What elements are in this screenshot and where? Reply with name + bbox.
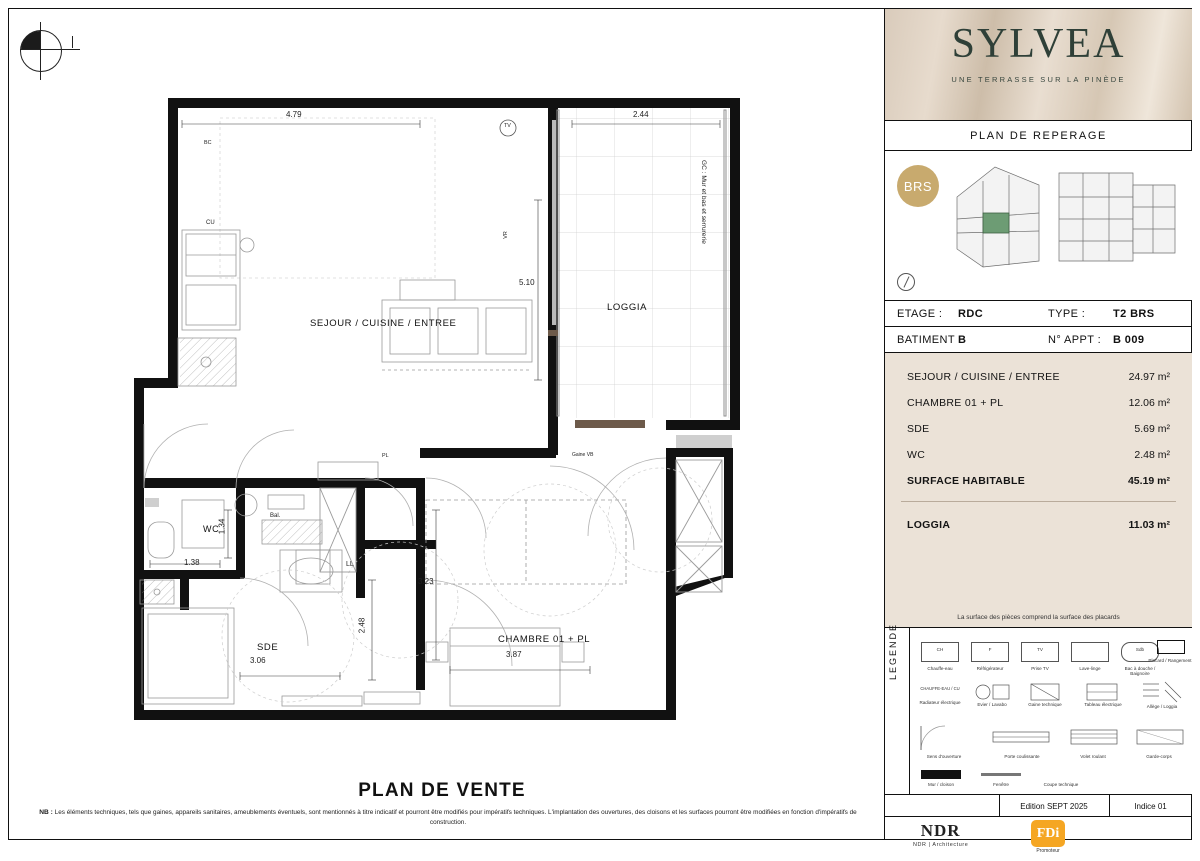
footnote-text: Les éléments techniques, tels que gaines, appareils sanitaires, ameublements éventuels, sont mentionnés à titre indicatif et pourront être modifiés pour impératifs techniques. L'implantation des ouvertures, des cloisons et les surfaces pourront être modifiées en fonction d'impératifs de construction. <box>52 809 857 826</box>
legend-caption-12: Sens d'ouverture <box>926 754 962 759</box>
legend-symbol-0 <box>921 642 959 662</box>
dimension-323: 3.23 <box>418 577 434 586</box>
legend-caption-15: Garde-corps <box>1146 754 1172 759</box>
type-label: TYPE : <box>1048 308 1086 320</box>
legend-caption-2: Prise TV <box>1031 666 1049 671</box>
annotation-ll: LL <box>346 561 354 568</box>
dimension-138: 1.38 <box>184 558 200 567</box>
legend-title: LEGENDE <box>888 622 898 680</box>
ndr-logo <box>913 821 968 848</box>
info-panel <box>885 9 1192 854</box>
dimension-306: 3.06 <box>250 656 266 665</box>
dimension-479: 4.79 <box>286 110 302 119</box>
area-value-3: 2.48 m² <box>1134 449 1170 461</box>
legend-caption-16: Allège / Loggia <box>1146 704 1178 709</box>
room-label-sejour: SEJOUR / CUISINE / ENTREE <box>310 318 457 329</box>
legend-caption-13: Porte coulissante <box>1004 754 1040 759</box>
area-value-4: 45.19 m² <box>1127 475 1170 487</box>
area-value-5: 11.03 m² <box>1128 519 1170 531</box>
sheet-title: PLAN DE REPERAGE <box>885 121 1192 151</box>
legend-symbol-2 <box>1021 642 1059 662</box>
legend-symbol-13 <box>989 724 1055 754</box>
legend-label-7: CHAUFFE-EAU / CU <box>920 686 960 691</box>
area-value-2: 5.69 m² <box>1134 423 1170 435</box>
area-row-3 <box>885 445 1192 467</box>
legend-caption-0: Chauffe-eau <box>927 666 953 671</box>
dimension-510: 5.10 <box>519 278 535 287</box>
legend-caption-8: Evier / Lavabo <box>977 702 1007 707</box>
brand-tagline: UNE TERRASSE SUR LA PINÈDE <box>951 75 1126 84</box>
legend-symbol-11 <box>921 770 961 779</box>
room-label-loggia: LOGGIA <box>607 302 648 313</box>
legend-label-0: CH <box>936 647 944 652</box>
batiment-row <box>885 327 1192 353</box>
edition-value: Edition SEPT 2025 <box>999 795 1110 817</box>
batiment-value: B <box>958 334 967 346</box>
key-plan-diagram <box>943 157 1187 273</box>
type-value: T2 BRS <box>1113 308 1155 320</box>
key-plan <box>885 151 1192 301</box>
legend-symbol-14 <box>981 773 1021 776</box>
annotation-cu: CU <box>206 220 215 226</box>
dimension-244: 2.44 <box>633 110 649 119</box>
annotation-vr: VR <box>502 231 509 239</box>
appt-value: B 009 <box>1113 334 1145 346</box>
areas-note: La surface des pièces comprend la surface des placards <box>957 614 1120 621</box>
room-label-wc: WC <box>203 524 220 534</box>
dimension-387: 3.87 <box>506 650 522 659</box>
etage-value: RDC <box>958 308 984 320</box>
annotation-pl: PL <box>382 453 389 459</box>
etage-row <box>885 301 1192 327</box>
area-row-5 <box>885 515 1192 537</box>
legend-caption-10: Tableau électrique <box>1084 702 1122 707</box>
annotation-tv: TV <box>504 123 511 129</box>
ndr-logo-sub: NDR | Architecture <box>913 842 969 848</box>
revision-row <box>885 795 1192 817</box>
area-row-4 <box>885 471 1192 493</box>
brs-badge: BRS <box>897 165 939 207</box>
batiment-label: BATIMENT <box>897 334 955 346</box>
areas-table <box>885 353 1192 628</box>
ndr-logo-name: NDR <box>920 821 961 840</box>
room-label-sde: SDE <box>257 642 279 653</box>
legend-symbol-17 <box>1067 724 1123 754</box>
area-value-1: 12.06 m² <box>1128 397 1170 409</box>
area-row-1 <box>885 393 1192 415</box>
footnote <box>28 808 868 828</box>
brand-name: SYLVEA <box>951 21 1126 67</box>
legend-caption-4: Bac à douche / Baignoire <box>1124 666 1156 676</box>
area-name-2: SDE <box>907 423 930 435</box>
annotation-bc: BC <box>204 140 212 146</box>
page-title: PLAN DE VENTE <box>358 780 526 801</box>
annotation-bal: Bal. <box>270 513 281 519</box>
legend-symbol-15 <box>1133 724 1189 754</box>
room-label-chambre: CHAMBRE 01 + PL <box>498 634 591 645</box>
indice-value: Indice 01 <box>1134 801 1167 811</box>
north-compass-icon <box>20 22 80 80</box>
logos-row <box>885 817 1192 861</box>
legend-block <box>885 622 1192 795</box>
appt-label: N° APPT : <box>1048 334 1102 346</box>
fdi-logo-caption: Promoteur <box>1036 848 1060 854</box>
area-name-4: SURFACE HABITABLE <box>907 475 1026 487</box>
legend-symbol-5 <box>1157 640 1185 654</box>
brand-header <box>885 9 1192 121</box>
annotation-gaine-vb: Gaine VB <box>572 452 594 458</box>
legend-label-1: F <box>988 647 992 652</box>
legend-caption-6: Coupe technique <box>1043 782 1079 787</box>
area-row-2 <box>885 419 1192 441</box>
legend-label-2: TV <box>1037 647 1043 652</box>
area-name-3: WC <box>907 449 926 461</box>
etage-label: ETAGE : <box>897 308 943 320</box>
dimension-248: 2.48 <box>357 617 367 634</box>
legend-symbol-3 <box>1071 642 1109 662</box>
area-name-0: SEJOUR / CUISINE / ENTREE <box>907 371 1060 383</box>
areas-separator <box>901 501 1176 502</box>
area-name-5: LOGGIA <box>907 519 951 531</box>
legend-caption-17: Volet roulant <box>1080 754 1106 759</box>
area-row-0 <box>885 367 1192 389</box>
dimension-134: 1.34 <box>217 518 227 535</box>
floor-plan-drawing <box>120 80 800 740</box>
fdi-logo: FDi <box>1031 820 1065 847</box>
legend-label-4: Sdb <box>1135 647 1145 652</box>
area-value-0: 24.97 m² <box>1128 371 1170 383</box>
legend-symbol-12 <box>915 720 973 754</box>
legend-caption-7: Radiateur électrique <box>919 700 961 705</box>
revision-blank <box>885 795 1000 817</box>
legend-symbol-1 <box>971 642 1009 662</box>
legend-caption-9: Gaine technique <box>1028 702 1062 707</box>
annotation-gc-wall: GC : Mur et bas et serrurerie <box>700 160 707 244</box>
legend-caption-1: Réfrigérateur <box>976 666 1004 671</box>
legend-caption-5: Placard / Rangement <box>1148 658 1192 663</box>
legend-caption-14: Fenêtre <box>993 782 1009 787</box>
legend-caption-3: Lave-linge <box>1079 666 1101 671</box>
area-name-1: CHAMBRE 01 + PL <box>907 397 1004 409</box>
footnote-prefix: NB : <box>39 809 53 816</box>
legend-caption-11: Mur / cloison <box>927 782 955 787</box>
key-plan-north-icon <box>897 273 915 291</box>
